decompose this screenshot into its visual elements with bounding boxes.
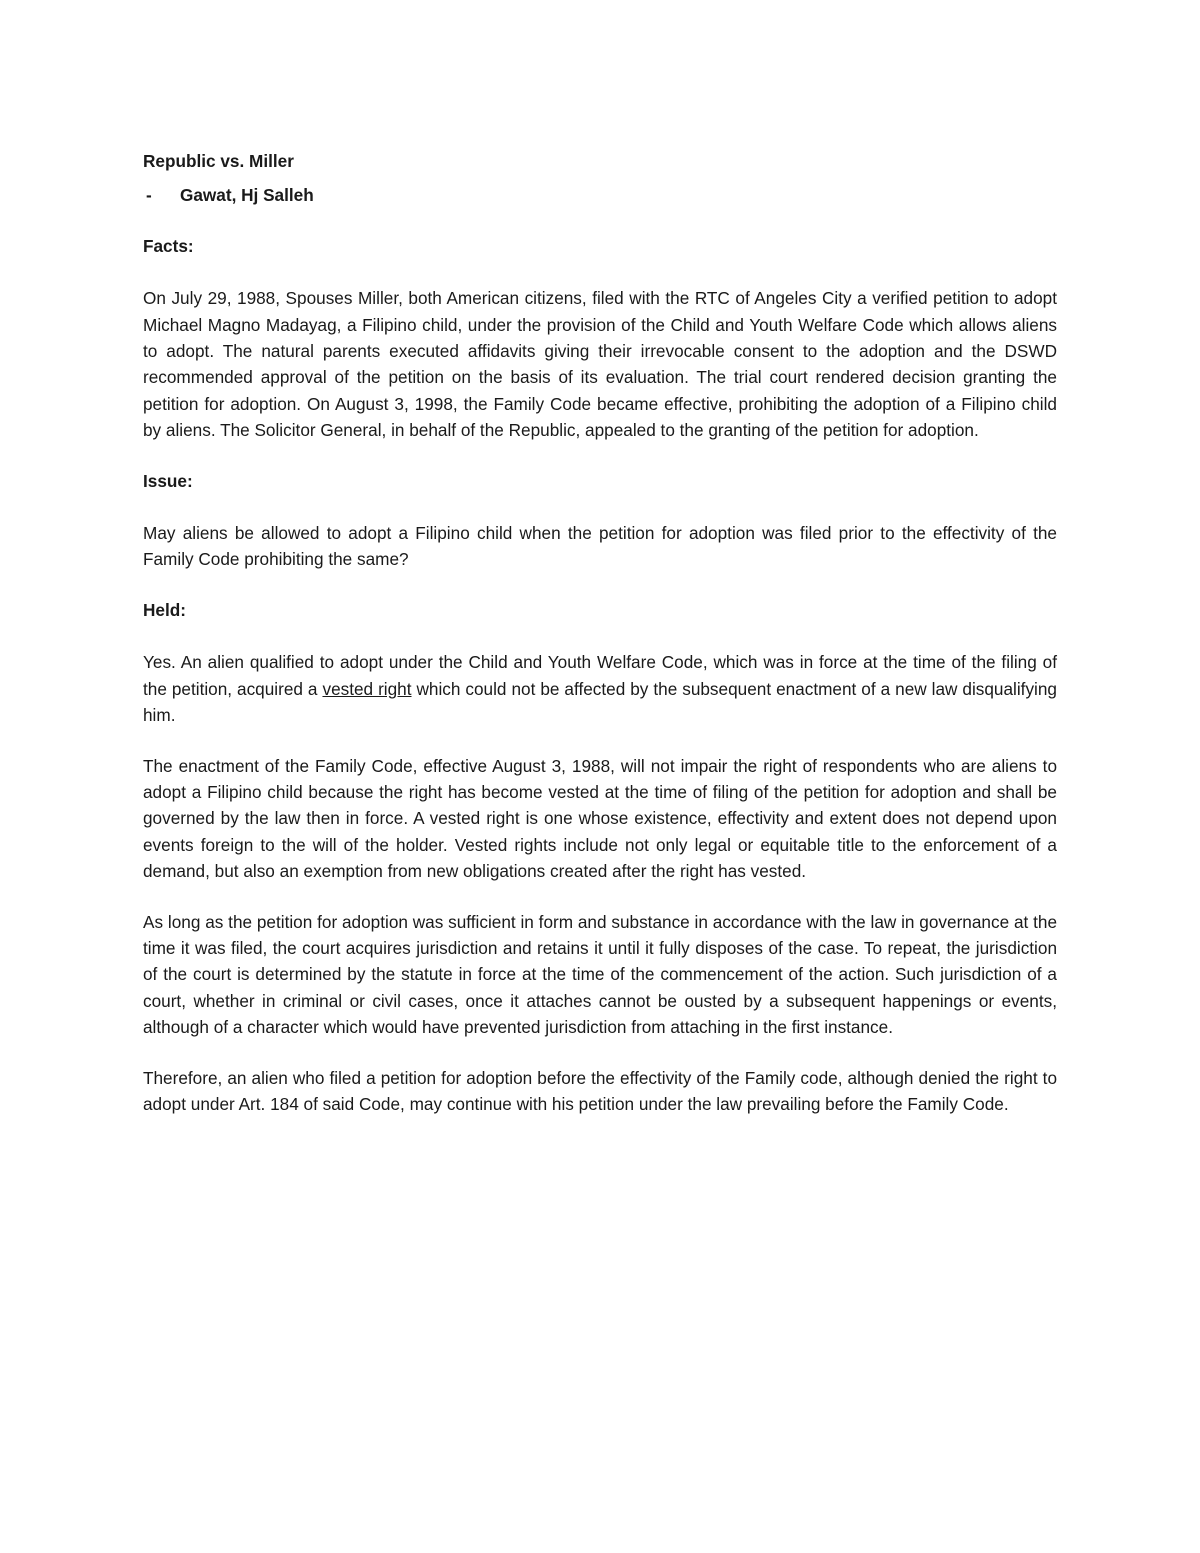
facts-paragraph: On July 29, 1988, Spouses Miller, both American citizens, filed with the RTC of Angeles City a verified petition to adopt Michael Magno Madayag, a Filipino child, under the provision of the Child and Youth Welfare Code which allows aliens to adopt. The natural parents executed affidavits giving their irrevocable consent to the adoption and the DSWD recommended approval of the petition on the basis of its evaluation. The trial court rendered decision granting the petition for adoption. On August 3, 1998, the Family Code became effective, prohibiting the adoption of a Filipino child by aliens. The Solicitor General, in behalf of the Republic, appealed to the granting of the petition for adoption. [143,288,1057,441]
issue-heading: Issue: [143,470,193,491]
held-paragraph-1 [143,649,1057,728]
vested-right-underlined: vested right [322,678,412,699]
issue-paragraph: May aliens be allowed to adopt a Filipino child when the petition for adoption was filed prior to the effectivity of the Family Code prohibiting the same? [143,523,1057,570]
case-title: Republic vs. Miller [143,151,294,171]
author-name: Gawat, Hj Salleh [180,185,314,206]
held-paragraph-1-text-start: Yes. An alien qualified to adopt under the Child and Youth Welfare Code, which was in force at the time of the filing of the petition, acquired a [143,652,1057,699]
held-paragraph-1-text-end: which could not be affected by the subsequent enactment of a new law disqualifying him. [143,678,1057,726]
author-bullet-dash: - [146,185,152,206]
held-paragraph-3: As long as the petition for adoption was sufficient in form and substance in accordance with the law in governance at the time it was filed, the court acquires jurisdiction and retains it until it fully disposes of the case. To repeat, the jurisdiction of the court is determined by the statute in force at the time of the commencement of the action. Such jurisdiction of a court, whether in criminal or civil cases, once it attaches cannot be ousted by a subsequent happenings or events, although of a character which would have prevented jurisdiction from attaching in the first instance. [143,911,1057,1038]
held-heading: Held: [143,599,186,620]
author-line [143,182,1057,208]
held-paragraph-2: The enactment of the Family Code, effective August 3, 1988, will not impair the right of respondents who are aliens to adopt a Filipino child because the right has become vested at the time of filing of the petition for adoption and shall be governed by the law then in force. A vested right is one whose existence, effectivity and extent does not depend upon events foreign to the will of the holder. Vested rights include not only legal or equitable title to the enforcement of a demand, but also an exemption from new obligations created after the right has vested. [143,755,1057,882]
facts-heading: Facts: [143,235,194,256]
held-paragraph-4: Therefore, an alien who filed a petition for adoption before the effectivity of the Family code, although denied the right to adopt under Art. 184 of said Code, may continue with his petition under the law prevailing before the Family Code. [143,1067,1057,1114]
document-page [143,148,1057,1117]
